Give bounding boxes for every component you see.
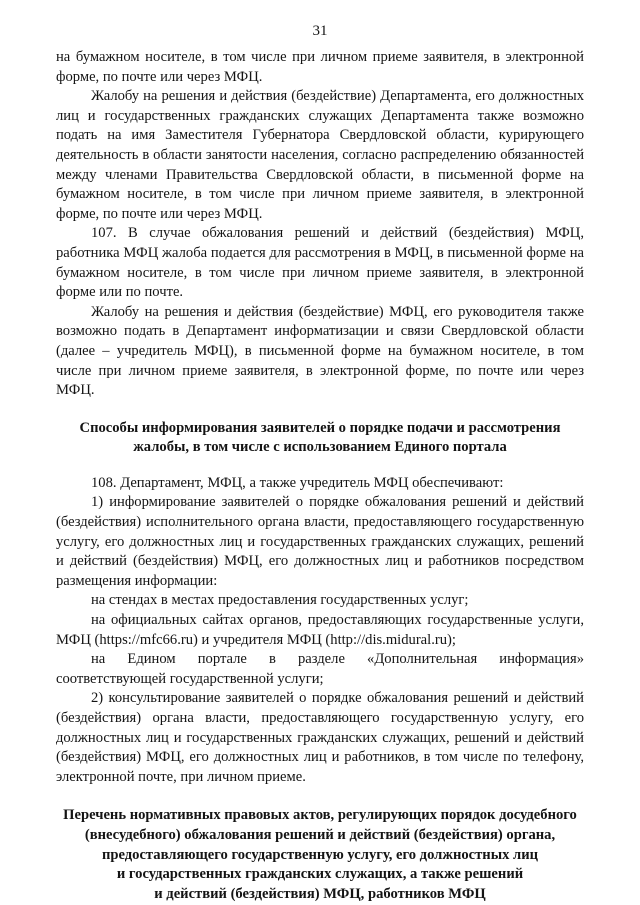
heading-line: и государственных гражданских служащих, а также решений [116,866,524,883]
paragraph-complaint-mfc-founder: Жалобу на решения и действия (бездействие) МФЦ, его руководителя также возможно подать в Департамент информатизации и связи Свердловской области (далее – учредитель МФЦ), в письменной форме на бумажном носителе, в том числе при личном приеме заявителя, в электронной форме, по почте или через МФЦ. [56,303,584,399]
heading-line: (внесудебного) обжалования решений и действий (бездействия) органа, [84,826,556,843]
document-body [56,48,584,904]
paragraph-complaint-deputy-governor: Жалобу на решения и действия (бездействие) Департамента, его должностных лиц и государственных гражданских служащих Департамента также возможно подать на имя Заместителя Губернатора Свердловской области, курирующего деятельность в области занятости населения, согласно распределению обязанностей между членами Правительства Свердловской области, в письменной форме на бумажном носителе, в том числе при личном приеме заявителя, в электронной форме, по почте или через МФЦ. [56,88,584,222]
section-heading-informing: Способы информирования заявителей о порядке подачи и рассмотрения жалобы, в том числе с использованием Единого портала [79,419,561,456]
list-item-1-informing: 1) информирование заявителей о порядке обжалования решений и действий (бездействия) исполнительного органа власти, предоставляющего государственную услугу, его должностных лиц и государственных гражданских служащих, решений и действий (бездействия) МФЦ, его должностных лиц и работников посредством размещения информации: [56,494,584,589]
paragraph-108: 108. Департамент, МФЦ, а также учредитель МФЦ обеспечивают: [91,474,504,491]
page-number: 31 [312,23,328,39]
list-item-2-consulting: 2) консультирование заявителей о порядке обжалования решений и действий (бездействия) органа власти, предоставляющего государственную услугу, его должностных лиц и государственных гражданских служащих, решений и действий (бездействия) МФЦ, его должностных лиц и работников, в том числе по телефону, электронной почте, при личном приеме. [56,690,584,785]
paragraph-continuation: на бумажном носителе, в том числе при личном приеме заявителя, в электронной форме, по почте или через МФЦ. [56,49,584,85]
paragraph-107: 107. В случае обжалования решений и действий (бездействия) МФЦ, работника МФЦ жалоба подается для рассмотрения в МФЦ, в письменной форме на бумажном носителе, в том числе при личном приеме заявителя, в электронной форме или по почте. [56,225,584,301]
heading-line: Перечень нормативных правовых актов, регулирующих порядок досудебного [63,807,577,824]
list-subitem-stands: на стендах в местах предоставления государственных услуг; [91,592,469,609]
list-subitem-websites: на официальных сайтах органов, предоставляющих государственные услуги, МФЦ (https://mfc66.ru) и учредителя МФЦ (http://dis.midural.ru); [56,612,584,648]
list-subitem-unified-portal: на Едином портале в разделе «Дополнительная информация» соответствующей государственной услуги; [56,651,584,687]
heading-line: предоставляющего государственную услугу, его должностных лиц [101,846,539,863]
section-heading-legal-acts [56,806,584,904]
heading-line: и действий (бездействия) МФЦ, работников МФЦ [154,885,486,902]
